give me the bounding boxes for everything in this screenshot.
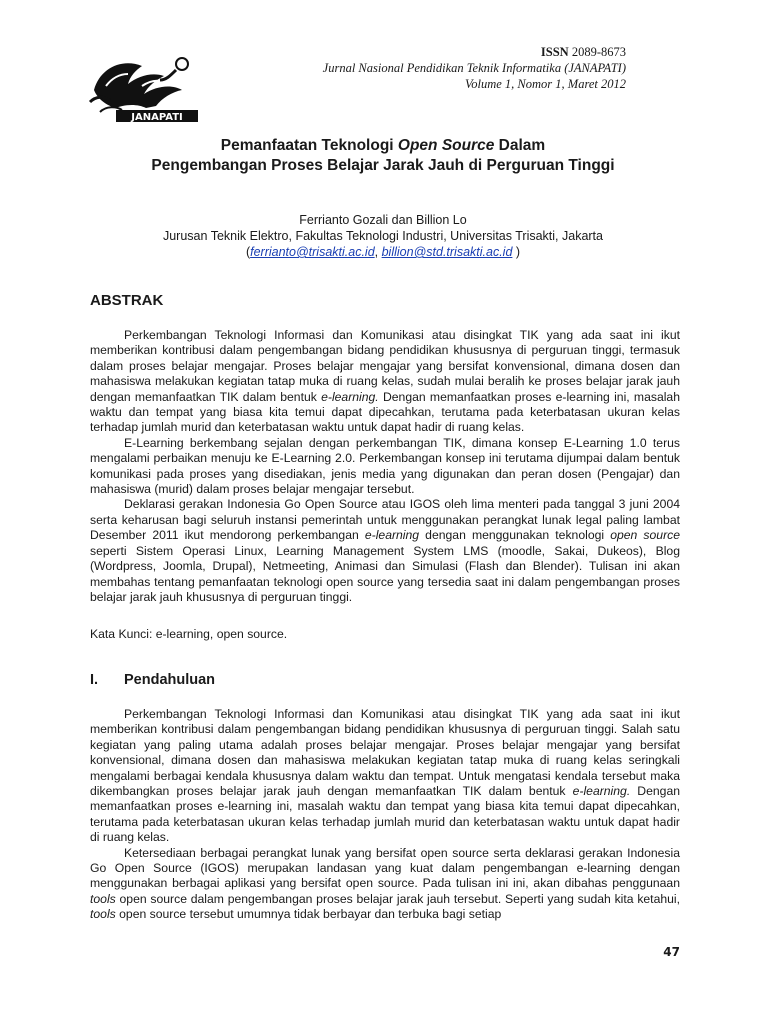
abstract-p3-text-b: dengan menggunakan teknologi [419, 528, 611, 543]
title-italic: Open Source [397, 137, 495, 154]
abstract-paragraph-1 [90, 328, 680, 436]
journal-volume: Volume 1, Nomor 1, Maret 2012 [465, 77, 626, 91]
author-block [88, 212, 678, 260]
keywords: Kata Kunci: e-learning, open source. [90, 627, 288, 641]
section-body [90, 707, 680, 923]
section-p2-text-b: open source dalam pengembangan proses belajar jarak jauh tersebut. Seperti yang sudah kita ketahui, [115, 891, 680, 906]
section-p1-text-a: Perkembangan Teknologi Informasi dan Komunikasi atau disingkat TIK yang ada saat ini ikut memberikan kontribusi dalam pengembangan bidang pendidikan khususnya di perguruan tinggi. Salah satu kegiatan yang paling utama adalah proses belajar mengajar. Proses belajar mengajar yang bersifat konvensional, dimana dosen dan mahasiswa melakukan kegiatan tatap muka di ruang kelas seringkali mengalami berbagai kendala khususnya dalam waktu dan tempat. Untuk mengatasi kendala tersebut maka dikembangkan proses belajar jarak jauh dengan memanfaatkan TIK dalam bentuk [90, 707, 680, 799]
section-p2-text-c: open source tersebut umumnya tidak berbayar dan terbuka bagi setiap [115, 907, 502, 922]
title-line-1 [88, 136, 678, 156]
title-part-1-end: Dalam [494, 137, 546, 154]
author-emails [88, 244, 678, 260]
journal-logo [86, 50, 206, 126]
section-paragraph-1 [90, 707, 680, 846]
section-p2-text-a: Ketersediaan berbagai perangkat lunak yang bersifat open source serta deklarasi gerakan Indonesia Go Open Source (IGOS) merupakan landasan yang kuat dalam pengembangan e-learning dengan menggunakan berbagai aplikasi yang bersifat open source. Pada tulisan ini ini, akan dibahas penggunaan [90, 845, 680, 891]
section-p2-italic-1: tools [90, 891, 116, 906]
abstract-paragraph-3 [90, 497, 680, 605]
issn-line [323, 44, 626, 60]
section-p1-italic: e-learning. [572, 784, 631, 799]
abstract-p1-text-b: Dengan memanfaatkan proses e-learning ini, masalah waktu dan tempat yang biasa kita temui dapat dipecahkan, terutama pada keterbatasan ukuran kelas terhadap jumlah murid dan keterbatasan waktu untuk dapat hadir di ruang kelas. [90, 389, 680, 435]
section-title: Pendahuluan [124, 672, 216, 688]
section-paragraph-2 [90, 846, 680, 923]
title-line-2: Pengembangan Proses Belajar Jarak Jauh di Perguruan Tinggi [151, 157, 615, 174]
issn-label: ISSN [540, 45, 569, 59]
email-close-paren: ) [512, 245, 521, 259]
email-open-paren: ( [245, 245, 251, 259]
section-number: I. [90, 672, 99, 688]
section-p1-text-b: Dengan memanfaatkan proses e-learning ini, masalah waktu dan tempat yang biasa kita temui dapat dipecahkan, terutama pada keterbatasan ukuran kelas terhadap jumlah murid dan keterbatasan waktu untuk dapat hadir di ruang kelas. [90, 784, 681, 845]
abstract-p1-italic: e-learning. [321, 389, 379, 404]
abstract-p1-text-a: Perkembangan Teknologi Informasi dan Komunikasi atau disingkat TIK yang ada saat ini ikut memberikan kontribusi dalam pengembangan bidang pendidikan khususnya di perguruan tinggi, termasuk dalam proses belajar mengajar. Proses belajar mengajar yang bersifat konvensional, dimana dosen dan mahasiswa melakukan kegiatan tatap muka di ruang kelas, sudah mulai beralih ke proses belajar jarak jauh dengan memanfaatkan TIK dalam bentuk [90, 328, 680, 404]
abstract-body [90, 328, 680, 605]
journal-name: Jurnal Nasional Pendidikan Teknik Informatika (JANAPATI) [322, 61, 626, 75]
section-p2-italic-2: tools [90, 907, 116, 922]
janapati-logo-icon [86, 50, 206, 126]
abstract-p3-italic-2: open source [610, 528, 680, 543]
paper-title [88, 136, 678, 176]
email-link-ferrianto[interactable]: ferrianto@trisakti.ac.id [250, 245, 375, 259]
author-affiliation: Jurusan Teknik Elektro, Fakultas Teknologi Industri, Universitas Trisakti, Jakarta [162, 229, 603, 243]
author-names: Ferrianto Gozali dan Billion Lo [299, 213, 467, 227]
title-part-1: Pemanfaatan Teknologi [220, 137, 398, 154]
abstract-paragraph-2: E-Learning berkembang sejalan dengan perkembangan TIK, dimana konsep E-Learning 1.0 terus mengalami perbaikan menuju ke E-Learning 2.0. Perkembangan konsep ini terutama dijumpai dalam bentuk komunikasi pada proses yang disediakan, jenis media yang digunakan dan peran dosen (Pengajar) dan mahasiswa (murid) dalam proses belajar mengajar tersebut. [90, 435, 680, 497]
email-link-billion[interactable]: billion@std.trisakti.ac.id [381, 245, 513, 259]
page-number: 47 [663, 945, 680, 959]
abstract-p3-text-a: Deklarasi gerakan Indonesia Go Open Source atau IGOS oleh lima menteri pada tanggal 3 juni 2004 serta keharusan bagi seluruh instansi pemerintah untuk menggunakan perangkat lunak legal paling lambat Desember 2011 ikut mendorong perkembangan [90, 497, 680, 543]
section-heading [90, 672, 215, 688]
journal-header [323, 44, 626, 92]
abstract-p3-text-c: seperti Sistem Operasi Linux, Learning Management System LMS (moodle, Sakai, Dukeos), Blog (Wordpress, Joomla, Drupal), Netmeeting, Animasi dan Simulasi (Flash dan Blender). Tulisan ini akan membahas tentang pemanfaatan teknologi open source yang tersedia saat ini dalam pengembangan proses belajar jarak jauh khususnya di perguruan tinggi. [90, 543, 680, 604]
email-separator: , [374, 245, 382, 259]
issn-number: 2089-8673 [571, 45, 626, 59]
logo-wordmark: JANAPATI [131, 112, 183, 123]
abstract-p3-italic-1: e-learning [364, 528, 420, 543]
abstract-heading: ABSTRAK [90, 292, 164, 309]
